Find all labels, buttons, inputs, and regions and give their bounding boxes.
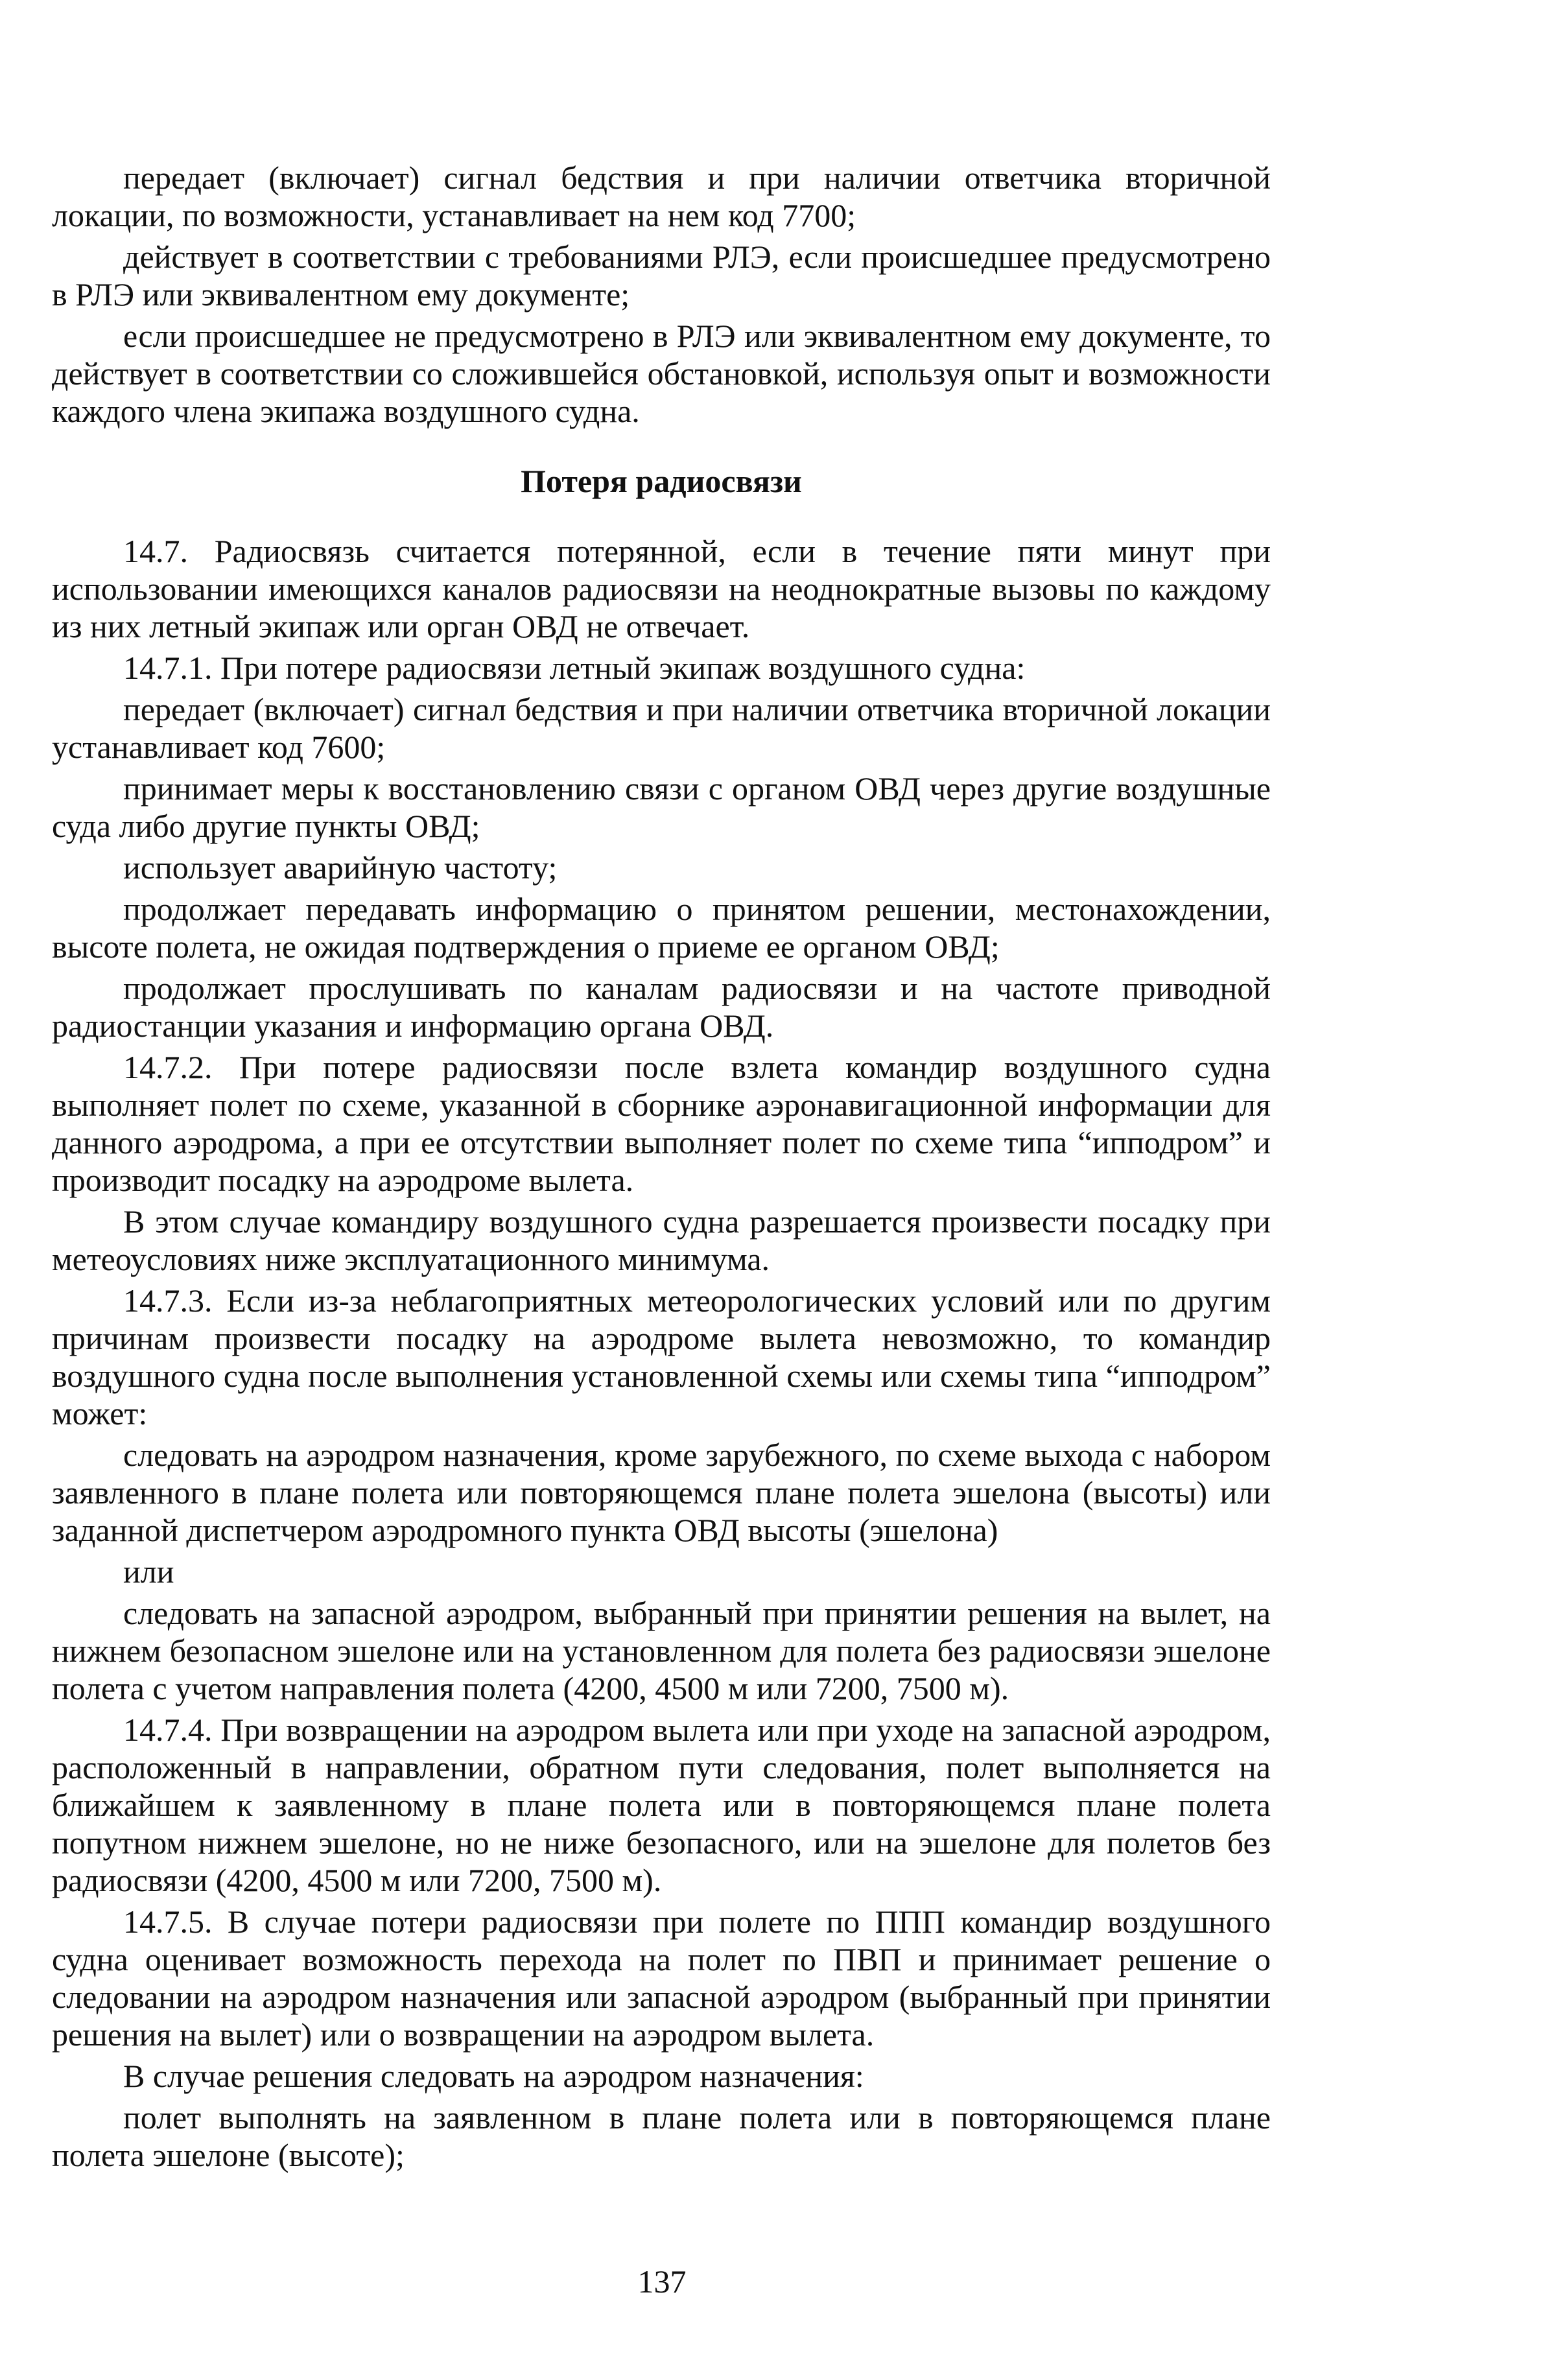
paragraph: следовать на запасной аэродром, выбранный при принятии решения на вылет, на нижнем безопасном эшелоне или на установленном для полета без радиосвязи эшелоне полета с учетом направления полета (4200, 4500 м или 7200, 7500 м).	[52, 1595, 1271, 1706]
paragraph: 14.7.3. Если из-за неблагоприятных метеорологических условий или по другим причинам произвести посадку на аэродроме вылета невозможно, то командир воздушного судна после выполнения установленной схемы или схемы типа “ипподром” может:	[52, 1282, 1271, 1432]
paragraph: 14.7.4. При возвращении на аэродром вылета или при уходе на запасной аэродром, расположенный в направлении, обратном пути следования, полет выполняется на ближайшем к заявленному в плане полета или в повторяющемся плане полета попутном нижнем эшелоне, но не ниже безопасного, или на эшелоне для полетов без радиосвязи (4200, 4500 м или 7200, 7500 м).	[52, 1712, 1271, 1898]
paragraph: В случае решения следовать на аэродром назначения:	[123, 2058, 864, 2094]
paragraph: принимает меры к восстановлению связи с органом ОВД через другие воздушные суда либо другие пункты ОВД;	[52, 770, 1271, 844]
paragraph: В этом случае командиру воздушного судна разрешается произвести посадку при метеоусловиях ниже эксплуатационного минимума.	[52, 1203, 1271, 1277]
paragraph: 14.7.2. При потере радиосвязи после взлета командир воздушного судна выполняет полет по схеме, указанной в сборнике аэронавигационной информации для данного аэродрома, а при ее отсутствии выполняет полет по схеме типа “ипподром” и производит посадку на аэродроме вылета.	[52, 1049, 1271, 1198]
section-heading: Потеря радиосвязи	[521, 463, 802, 499]
paragraph: продолжает прослушивать по каналам радиосвязи и на частоте приводной радиостанции указания и информацию органа ОВД.	[52, 970, 1271, 1044]
paragraph: 14.7.1. При потере радиосвязи летный экипаж воздушного судна:	[123, 650, 1026, 686]
paragraph: 14.7.5. В случае потери радиосвязи при полете по ППП командир воздушного судна оценивает возможность перехода на полет по ПВП и принимает решение о следовании на аэродром назначения или запасной аэродром (выбранный при принятии решения на вылет) или о возвращении на аэродром вылета.	[52, 1903, 1271, 2053]
paragraph: следовать на аэродром назначения, кроме зарубежного, по схеме выхода с набором заявленного в плане полета или повторяющемся плане полета эшелона (высоты) или заданной диспетчером аэродромного пункта ОВД высоты (эшелона)	[52, 1437, 1271, 1548]
paragraph: продолжает передавать информацию о принятом решении, местонахождении, высоте полета, не ожидая подтверждения о приеме ее органом ОВД;	[52, 891, 1271, 965]
page-number: 137	[637, 2263, 687, 2300]
paragraph: передает (включает) сигнал бедствия и при наличии ответчика вторичной локации, по возможности, устанавливает на нем код 7700;	[52, 159, 1271, 233]
page-body	[52, 159, 1271, 2178]
paragraph: передает (включает) сигнал бедствия и при наличии ответчика вторичной локации устанавливает код 7600;	[52, 691, 1271, 765]
paragraph: действует в соответствии с требованиями РЛЭ, если происшедшее предусмотрено в РЛЭ или эквивалентном ему документе;	[52, 239, 1271, 312]
paragraph: если происшедшее не предусмотрено в РЛЭ или эквивалентном ему документе, то действует в соответствии со сложившейся обстановкой, используя опыт и возможности каждого члена экипажа воздушного судна.	[52, 318, 1271, 429]
paragraph: использует аварийную частоту;	[123, 849, 558, 886]
paragraph: или	[123, 1553, 174, 1590]
paragraph: полет выполнять на заявленном в плане полета или в повторяющемся плане полета эшелоне (высоте);	[52, 2099, 1271, 2173]
paragraph: 14.7. Радиосвязь считается потерянной, если в течение пяти минут при использовании имеющихся каналов радиосвязи на неоднократные вызовы по каждому из них летный экипаж или орган ОВД не отвечает.	[52, 533, 1271, 644]
